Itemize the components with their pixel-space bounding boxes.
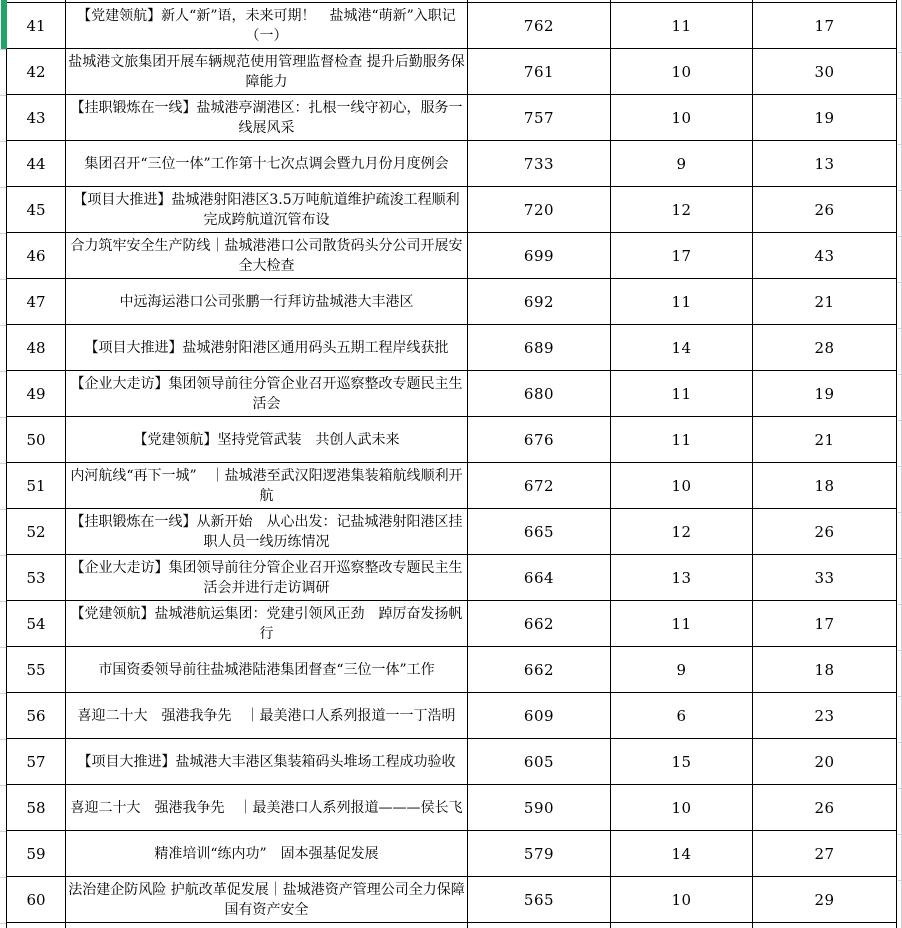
metric-cell-2[interactable]: 10 [611,785,753,831]
metric-cell-2[interactable]: 14 [611,325,753,371]
metric-cell-2[interactable]: 11 [611,279,753,325]
table-row [7,233,897,279]
metric-cell-2[interactable]: 12 [611,509,753,555]
metric-cell-3[interactable]: 18 [753,647,897,693]
metric-cell-1[interactable]: 565 [468,877,611,923]
metric-cell-2[interactable]: 11 [611,3,753,49]
metric-cell-3[interactable]: 27 [753,831,897,877]
article-title-cell[interactable]: 市国资委领导前往盐城港陆港集团督查“三位一体”工作 [66,647,468,693]
metric-cell-1[interactable]: 605 [468,739,611,785]
article-title-cell[interactable]: 喜迎二十大 强港我争先 ｜最美港口人系列报道———侯长飞 [66,785,468,831]
metric-cell-1[interactable]: 680 [468,371,611,417]
metric-cell-2[interactable]: 12 [611,187,753,233]
article-title-cell[interactable]: 【项目大推进】盐城港射阳港区通用码头五期工程岸线获批 [66,325,468,371]
metric-cell-3[interactable]: 30 [753,49,897,95]
article-title-cell[interactable]: 【挂职锻炼在一线】从新开始 从心出发：记盐城港射阳港区挂职人员一线历练情况 [66,509,468,555]
metric-cell-3[interactable]: 21 [753,417,897,463]
metric-cell-2[interactable]: 11 [611,417,753,463]
row-number-cell[interactable]: 47 [7,279,66,325]
metric-cell-2[interactable]: 11 [611,371,753,417]
metric-cell-3[interactable]: 13 [753,141,897,187]
metric-cell-2[interactable]: 9 [611,647,753,693]
metric-cell-2[interactable]: 10 [611,463,753,509]
metric-cell-1[interactable]: 757 [468,95,611,141]
article-title-cell[interactable]: 【党建领航】盐城港航运集团：党建引领风正劲 踔厉奋发扬帆行 [66,601,468,647]
row-number-cell[interactable]: 50 [7,417,66,463]
row-number-cell[interactable]: 59 [7,831,66,877]
table-row [7,325,897,371]
metric-cell-3[interactable]: 26 [753,785,897,831]
row-number-cell [7,923,66,928]
metric-cell-1[interactable]: 676 [468,417,611,463]
row-number-cell[interactable]: 45 [7,187,66,233]
metric-cell-1[interactable]: 733 [468,141,611,187]
row-number-cell[interactable]: 43 [7,95,66,141]
table-row [7,279,897,325]
table-row [7,555,897,601]
metric-cell-1 [468,923,611,928]
table-row [7,187,897,233]
row-number-cell[interactable]: 60 [7,877,66,923]
article-title-cell[interactable]: 盐城港文旅集团开展车辆规范使用管理监督检查 提升后勤服务保障能力 [66,49,468,95]
metric-cell-1[interactable]: 692 [468,279,611,325]
metric-cell-3[interactable]: 26 [753,509,897,555]
table-row [7,3,897,49]
table-row [7,739,897,785]
metric-cell-3[interactable]: 20 [753,739,897,785]
metric-cell-3[interactable]: 28 [753,325,897,371]
row-number-cell[interactable]: 53 [7,555,66,601]
table-row [7,371,897,417]
metric-cell-3[interactable]: 19 [753,95,897,141]
table-row [7,647,897,693]
metric-cell-3[interactable]: 19 [753,371,897,417]
article-title-cell[interactable]: 【项目大推进】盐城港射阳港区3.5万吨航道维护疏浚工程顺利完成跨航道沉管布设 [66,187,468,233]
metric-cell-3[interactable]: 21 [753,279,897,325]
table-row [7,49,897,95]
metric-cell-1[interactable]: 689 [468,325,611,371]
article-title-cell[interactable]: 【挂职锻炼在一线】盐城港亭湖港区：扎根一线守初心，服务一线展风采 [66,95,468,141]
article-title-cell[interactable]: 合力筑牢安全生产防线｜盐城港港口公司散货码头分公司开展安全大检查 [66,233,468,279]
metric-cell-1[interactable]: 590 [468,785,611,831]
metric-cell-1[interactable]: 664 [468,555,611,601]
article-title-cell[interactable]: 喜迎二十大 强港我争先 ｜最美港口人系列报道一一丁浩明 [66,693,468,739]
metric-cell-2 [611,923,753,928]
table-row [7,785,897,831]
table-row [7,509,897,555]
metric-cell-1[interactable]: 761 [468,49,611,95]
article-title-cell[interactable]: 【企业大走访】集团领导前往分管企业召开巡察整改专题民主生活会并进行走访调研 [66,555,468,601]
row-number-cell[interactable]: 51 [7,463,66,509]
article-title-cell[interactable]: 法治建企防风险 护航改革促发展｜盐城港资产管理公司全力保障国有资产安全 [66,877,468,923]
row-number-cell[interactable]: 44 [7,141,66,187]
row-number-cell[interactable]: 48 [7,325,66,371]
metric-cell-2[interactable]: 9 [611,141,753,187]
table-row [7,141,897,187]
table-row [7,417,897,463]
metric-cell-3[interactable]: 17 [753,601,897,647]
row-number-cell[interactable]: 49 [7,371,66,417]
table-row [7,463,897,509]
metric-cell-1[interactable]: 662 [468,601,611,647]
metric-cell-3[interactable]: 29 [753,877,897,923]
metric-cell-1[interactable]: 762 [468,3,611,49]
metric-cell-2[interactable]: 15 [611,739,753,785]
metric-cell-3[interactable]: 18 [753,463,897,509]
metric-cell-1[interactable]: 662 [468,647,611,693]
table-row [7,831,897,877]
article-title-cell[interactable]: 中远海运港口公司张鹏一行拜访盐城港大丰港区 [66,279,468,325]
metric-cell-2[interactable]: 10 [611,877,753,923]
clipped-row-below [7,923,897,928]
row-number-cell[interactable]: 58 [7,785,66,831]
table-row [7,601,897,647]
metric-cell-1[interactable]: 672 [468,463,611,509]
article-title-cell [66,923,468,928]
metric-cell-1[interactable]: 609 [468,693,611,739]
table-row [7,877,897,923]
metric-cell-2[interactable]: 11 [611,601,753,647]
metric-cell-3[interactable]: 26 [753,187,897,233]
article-title-cell[interactable]: 【党建领航】新人“新”语，未来可期！ 盐城港“萌新”入职记（一） [66,3,468,49]
article-title-cell[interactable]: 精准培训“练内功” 固本强基促发展 [66,831,468,877]
article-title-cell[interactable]: 【企业大走访】集团领导前往分管企业召开巡察整改专题民主生活会 [66,371,468,417]
metric-cell-2[interactable]: 10 [611,95,753,141]
metric-cell-3 [753,923,897,928]
article-title-cell[interactable]: 集团召开“三位一体”工作第十七次点调会暨九月份月度例会 [66,141,468,187]
row-number-cell[interactable]: 57 [7,739,66,785]
metric-cell-2[interactable]: 6 [611,693,753,739]
metric-cell-3[interactable]: 43 [753,233,897,279]
row-number-cell[interactable]: 54 [7,601,66,647]
row-number-cell[interactable]: 55 [7,647,66,693]
article-stats-table [6,0,897,928]
metric-cell-2[interactable]: 13 [611,555,753,601]
row-number-cell[interactable]: 56 [7,693,66,739]
metric-cell-1[interactable]: 665 [468,509,611,555]
metric-cell-1[interactable]: 720 [468,187,611,233]
row-number-cell[interactable]: 46 [7,233,66,279]
metric-cell-1[interactable]: 579 [468,831,611,877]
row-number-cell[interactable]: 42 [7,49,66,95]
metric-cell-3[interactable]: 33 [753,555,897,601]
article-title-cell[interactable]: 内河航线“再下一城” ｜盐城港至武汉阳逻港集装箱航线顺利开航 [66,463,468,509]
active-row-indicator [1,0,7,49]
row-number-cell[interactable]: 52 [7,509,66,555]
metric-cell-3[interactable]: 17 [753,3,897,49]
metric-cell-1[interactable]: 699 [468,233,611,279]
metric-cell-2[interactable]: 17 [611,233,753,279]
row-number-cell[interactable]: 41 [7,3,66,49]
metric-cell-2[interactable]: 10 [611,49,753,95]
table-row [7,95,897,141]
metric-cell-3[interactable]: 23 [753,693,897,739]
article-title-cell[interactable]: 【党建领航】坚持党管武装 共创人武未来 [66,417,468,463]
article-title-cell[interactable]: 【项目大推进】盐城港大丰港区集装箱码头堆场工程成功验收 [66,739,468,785]
table-row [7,693,897,739]
metric-cell-2[interactable]: 14 [611,831,753,877]
